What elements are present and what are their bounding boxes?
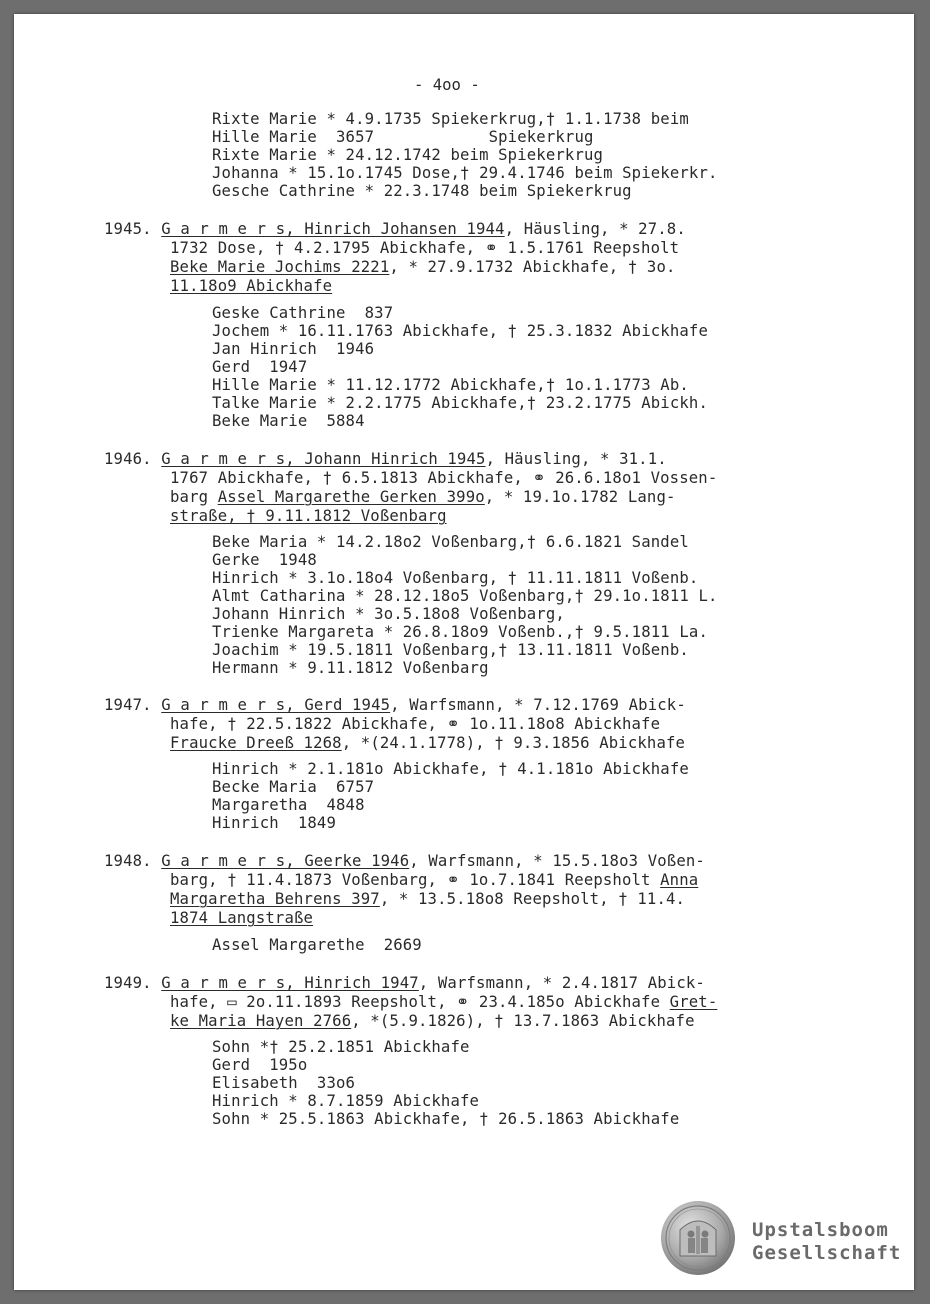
child-1945-2: Jochem * 16.11.1763 Abickhafe, † 25.3.1832 Abickhafe	[212, 322, 708, 340]
child-1947-2: Becke Maria 6757	[212, 778, 375, 796]
child-1947-4: Hinrich 1849	[212, 814, 336, 832]
child-1946-1: Beke Maria * 14.2.18o2 Voßenbarg,† 6.6.1821 Sandel	[212, 533, 689, 551]
entry-1948-line-4: 1874 Langstraße	[170, 909, 314, 927]
child-1946-7: Joachim * 19.5.1811 Voßenbarg,† 13.11.1811 Voßenb.	[212, 641, 689, 659]
line-l3: Rixte Marie * 24.12.1742 beim Spiekerkrug	[212, 146, 604, 164]
child-1945-6: Talke Marie * 2.2.1775 Abickhafe,† 23.2.1775 Abickh.	[212, 394, 708, 412]
page-number: - 4oo -	[414, 76, 480, 94]
logo-text-line-1: Upstalsboom	[752, 1219, 889, 1241]
entry-1946-line-1: 1946. G a r m e r s, Johann Hinrich 1945, Häusling, * 31.1.	[104, 450, 667, 468]
entry-1945-line-2: 1732 Dose, † 4.2.1795 Abickhafe, ⚭ 1.5.1761 Reepsholt	[170, 239, 680, 257]
child-1949-4: Hinrich * 8.7.1859 Abickhafe	[212, 1092, 480, 1110]
child-1945-4: Gerd 1947	[212, 358, 308, 376]
child-1946-3: Hinrich * 3.1o.18o4 Voßenbarg, † 11.11.1811 Voßenb.	[212, 569, 699, 587]
child-1946-4: Almt Catharina * 28.12.18o5 Voßenbarg,† 29.1o.1811 L.	[212, 587, 718, 605]
child-1945-5: Hille Marie * 11.12.1772 Abickhafe,† 1o.1.1773 Ab.	[212, 376, 689, 394]
child-1945-3: Jan Hinrich 1946	[212, 340, 375, 358]
child-1946-2: Gerke 1948	[212, 551, 317, 569]
entry-1946-line-4: straße, † 9.11.1812 Voßenbarg	[170, 507, 447, 525]
entry-1945-line-1: 1945. G a r m e r s, Hinrich Johansen 1944, Häusling, * 27.8.	[104, 220, 686, 238]
document-page	[14, 14, 914, 1290]
entry-1947-line-1: 1947. G a r m e r s, Gerd 1945, Warfsmann, * 7.12.1769 Abick-	[104, 696, 686, 714]
entry-1947-line-3: Fraucke Dreeß 1268, *(24.1.1778), † 9.3.1856 Abickhafe	[170, 734, 686, 752]
entry-1949-line-3: ke Maria Hayen 2766, *(5.9.1826), † 13.7.1863 Abickhafe	[170, 1012, 695, 1030]
child-1949-3: Elisabeth 33o6	[212, 1074, 356, 1092]
child-1946-8: Hermann * 9.11.1812 Voßenbarg	[212, 659, 489, 677]
entry-1948-line-1: 1948. G a r m e r s, Geerke 1946, Warfsmann, * 15.5.18o3 Voßen-	[104, 852, 705, 870]
line-l4: Johanna * 15.1o.1745 Dose,† 29.4.1746 beim Spiekerkr.	[212, 164, 718, 182]
entry-1948-line-3: Margaretha Behrens 397, * 13.5.18o8 Reepsholt, † 11.4.	[170, 890, 686, 908]
line-l2: Hille Marie 3657 Spiekerkrug	[212, 128, 594, 146]
entry-1945-line-3: Beke Marie Jochims 2221, * 27.9.1732 Abickhafe, † 3o.	[170, 258, 676, 276]
child-1946-5: Johann Hinrich * 3o.5.18o8 Voßenbarg,	[212, 605, 565, 623]
entry-1949-line-2: hafe, ▭ 2o.11.1893 Reepsholt, ⚭ 23.4.185o Abickhafe Gret-	[170, 993, 718, 1011]
child-1949-2: Gerd 195o	[212, 1056, 308, 1074]
child-1947-1: Hinrich * 2.1.181o Abickhafe, † 4.1.181o Abickhafe	[212, 760, 689, 778]
child-1947-3: Margaretha 4848	[212, 796, 365, 814]
entry-1948-line-2: barg, † 11.4.1873 Voßenbarg, ⚭ 1o.7.1841 Reepsholt Anna	[170, 871, 699, 889]
entry-1947-line-2: hafe, † 22.5.1822 Abickhafe, ⚭ 1o.11.18o8 Abickhafe	[170, 715, 661, 733]
entry-1945-line-4: 11.18o9 Abickhafe	[170, 277, 333, 295]
seal-logo-icon	[660, 1200, 736, 1276]
child-1945-1: Geske Cathrine 837	[212, 304, 394, 322]
entry-1946-line-2: 1767 Abickhafe, † 6.5.1813 Abickhafe, ⚭ 26.6.18o1 Vossen-	[170, 469, 718, 487]
entry-1946-line-3: barg Assel Margarethe Gerken 399o, * 19.1o.1782 Lang-	[170, 488, 676, 506]
entry-1949-line-1: 1949. G a r m e r s, Hinrich 1947, Warfsmann, * 2.4.1817 Abick-	[104, 974, 705, 992]
logo-text-line-2: Gesellschaft	[752, 1242, 902, 1264]
child-1949-5: Sohn * 25.5.1863 Abickhafe, † 26.5.1863 Abickhafe	[212, 1110, 680, 1128]
child-1946-6: Trienke Margareta * 26.8.18o9 Voßenb.,† 9.5.1811 La.	[212, 623, 708, 641]
line-l5: Gesche Cathrine * 22.3.1748 beim Spiekerkrug	[212, 182, 632, 200]
child-1945-7: Beke Marie 5884	[212, 412, 365, 430]
logo-text	[752, 1219, 901, 1265]
child-1948-1: Assel Margarethe 2669	[212, 936, 422, 954]
child-1949-1: Sohn *† 25.2.1851 Abickhafe	[212, 1038, 470, 1056]
line-l1: Rixte Marie * 4.9.1735 Spiekerkrug,† 1.1.1738 beim	[212, 110, 689, 128]
